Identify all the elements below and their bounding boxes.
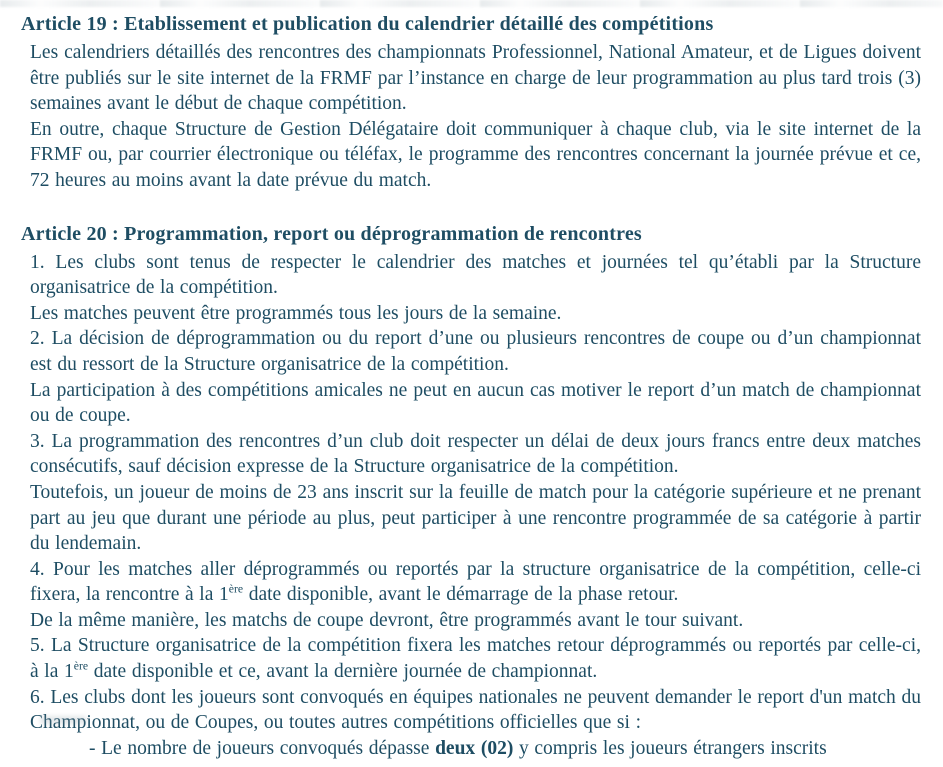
scan-noise-top — [0, 0, 943, 7]
paragraph — [21, 301, 921, 327]
paragraph — [21, 633, 921, 684]
superscript-text: ère — [73, 659, 89, 673]
text-segment: 1. Les clubs sont tenus de respecter le calendrier des matches et journées tel qu’établi par la Structure organisatrice de la compétition. — [30, 251, 921, 299]
paragraph — [21, 326, 921, 377]
text-segment: Les calendriers détaillés des rencontres des championnats Professionnel, National Amateur, et de Ligues doivent être publiés sur le site internet de la FRMF par l’instance en charge de leur programmation au plus tard trois (3) semaines avant le début de chaque compétition. — [30, 42, 921, 115]
paragraph — [21, 117, 921, 194]
text-segment: Les matches peuvent être programmés tous les jours de la semaine. — [30, 302, 562, 324]
text-segment: En outre, chaque Structure de Gestion Délégataire doit communiquer à chaque club, via le site internet de la FRMF ou, par courrier électronique ou téléfax, le programme des rencontres concernant la journée prévue et ce, 72 heures au moins avant la date prévue du match. — [30, 118, 921, 191]
paragraph — [21, 685, 921, 736]
article-20-section — [21, 221, 921, 762]
paragraph — [21, 250, 921, 301]
text-segment: - Le nombre de joueurs convoqués dépasse — [89, 737, 436, 759]
text-segment: date disponible et ce, avant la dernière journée de championnat. — [88, 661, 598, 683]
text-segment: y compris les joueurs étrangers inscrits — [513, 737, 827, 759]
paragraph — [21, 608, 921, 634]
text-segment: La participation à des compétitions amicales ne peut en aucun cas motiver le report d’un match de championnat ou de coupe. — [30, 379, 921, 427]
article-19-heading: Article 19 : Etablissement et publication du calendrier détaillé des compétitions — [21, 13, 714, 35]
document-content — [21, 11, 921, 761]
article-19-section — [21, 11, 921, 194]
text-segment: De la même manière, les matchs de coupe devront, être programmés avant le tour suivant. — [30, 609, 744, 631]
paragraph — [21, 480, 921, 557]
paragraph — [21, 40, 921, 117]
paragraph — [21, 378, 921, 429]
article-20-heading: Article 20 : Programmation, report ou déprogrammation de rencontres — [21, 222, 642, 245]
superscript-text: ère — [228, 582, 244, 596]
paragraph — [21, 429, 921, 480]
text-segment: date disponible, avant le démarrage de la phase retour. — [243, 584, 679, 606]
text-segment: 3. La programmation des rencontres d’un club doit respecter un délai de deux jours francs entre deux matches consécutifs, sauf décision expresse de la Structure organisatrice de la compétition. — [30, 430, 921, 478]
text-segment: 6. Les clubs dont les joueurs sont convoqués en équipes nationales ne peuvent demander le report d'un match du Championnat, ou de Coupes, ou toutes autres compétitions officielles que si : — [30, 686, 921, 734]
bold-text: deux (02) — [435, 737, 514, 759]
text-segment: Toutefois, un joueur de moins de 23 ans inscrit sur la feuille de match pour la catégorie supérieure et ne prenant part au jeu que durant une période au plus, peut participer à une rencontre programmée de sa catégorie à partir du lendemain. — [30, 481, 921, 555]
paragraph — [21, 557, 921, 608]
text-segment: 4. Pour les matches aller déprogrammés ou reportés par la structure organisatrice de la compétition, celle-ci fixera, la rencontre à la 1 — [30, 558, 921, 606]
text-segment: 2. La décision de déprogrammation ou du report d’une ou plusieurs rencontres de coupe ou d’un championnat est du ressort de la Structure organisatrice de la compétition. — [30, 328, 921, 375]
text-segment: 5. La Structure organisatrice de la compétition fixera les matches retour déprogrammés ou reportés par celle-ci, à la 1 — [30, 635, 921, 683]
paragraph — [21, 736, 921, 762]
